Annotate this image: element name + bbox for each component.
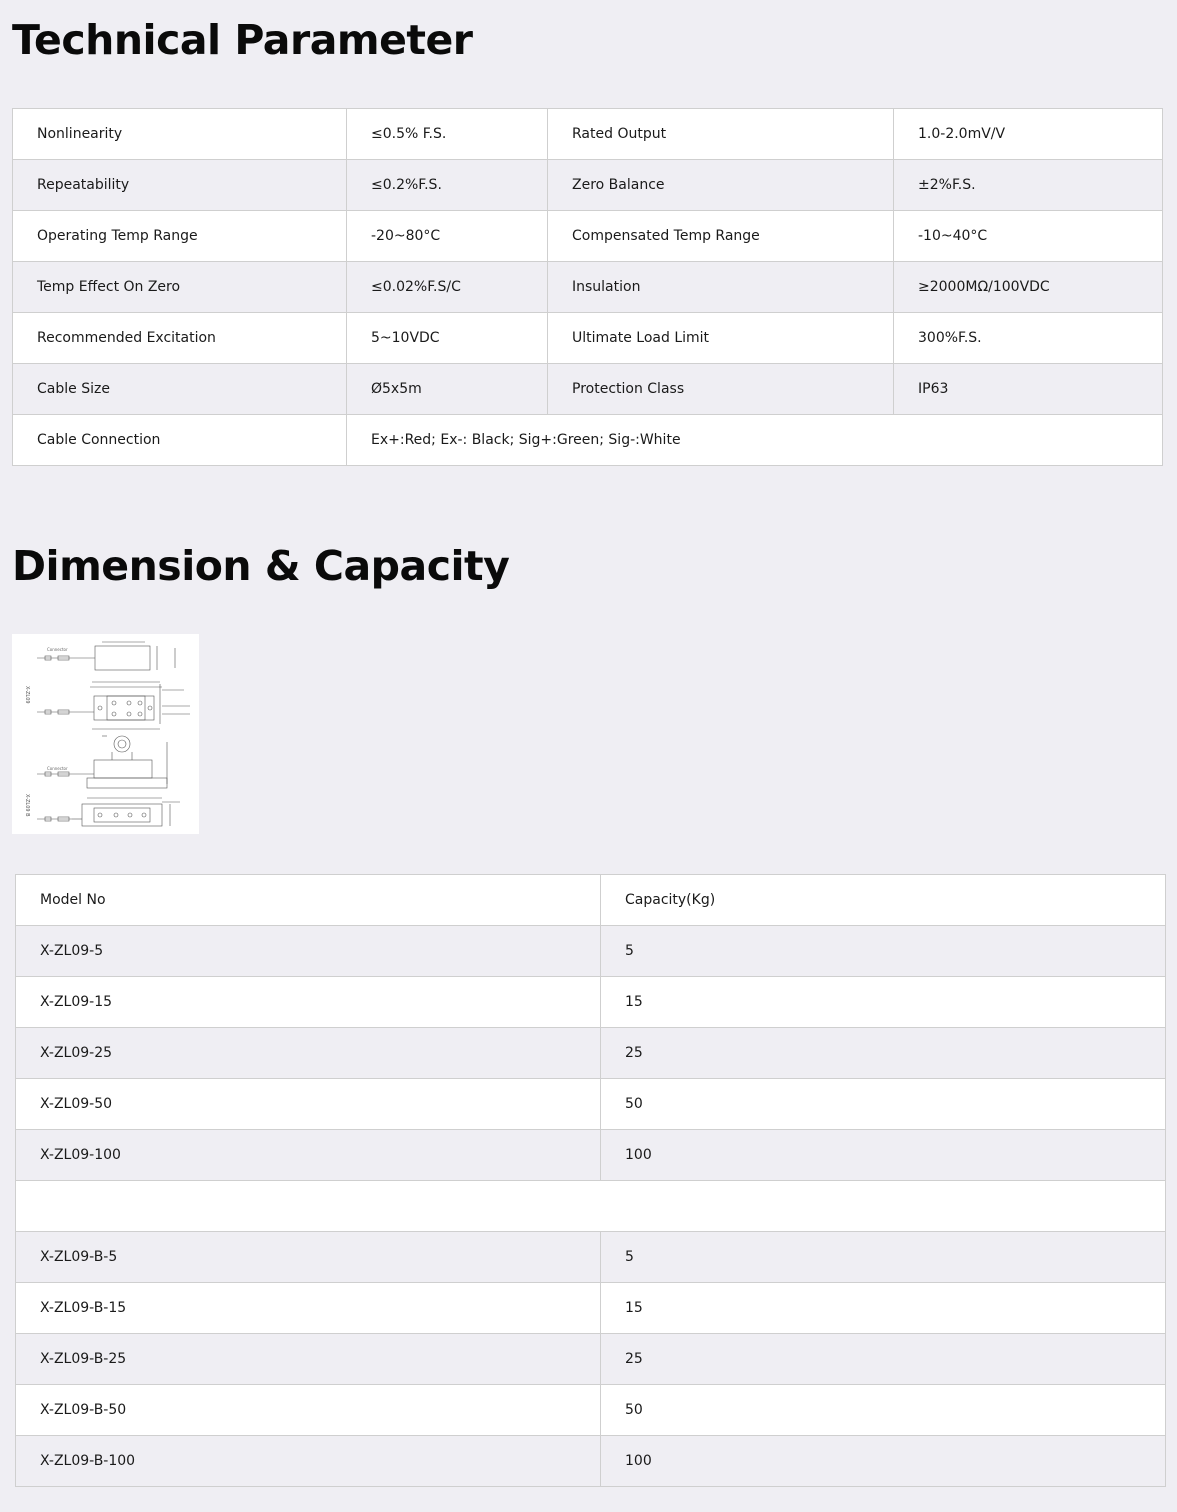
dimension-drawing: [12, 634, 199, 834]
table-row: [13, 415, 1163, 466]
model-cell: X-ZL09-B-50: [16, 1385, 601, 1436]
table-row: [13, 211, 1163, 262]
model-cell: X-ZL09-B-25: [16, 1334, 601, 1385]
table-row: [16, 1436, 1166, 1487]
param-label: Repeatability: [13, 160, 347, 211]
param-value: -20~80°C: [347, 211, 548, 262]
capacity-cell: 15: [601, 1283, 1166, 1334]
model-cell: X-ZL09-5: [16, 926, 601, 977]
param-label: Rated Output: [548, 109, 894, 160]
technical-parameter-table: [12, 108, 1163, 466]
param-label: Temp Effect On Zero: [13, 262, 347, 313]
table-row: [16, 1283, 1166, 1334]
model-cell: X-ZL09-100: [16, 1130, 601, 1181]
param-label: Cable Connection: [13, 415, 347, 466]
model-cell: X-ZL09-15: [16, 977, 601, 1028]
table-row: [16, 926, 1166, 977]
connector-label: Connector: [47, 647, 68, 652]
table-row: [13, 262, 1163, 313]
capacity-cell: 5: [601, 926, 1166, 977]
table-row: [13, 313, 1163, 364]
table-header-row: [16, 875, 1166, 926]
param-label: Cable Size: [13, 364, 347, 415]
param-value: ≥2000MΩ/100VDC: [894, 262, 1163, 313]
table-row: [16, 1028, 1166, 1079]
column-header-model: Model No: [16, 875, 601, 926]
table-row: [13, 160, 1163, 211]
model-cell: X-ZL09-B-100: [16, 1436, 601, 1487]
param-label: Operating Temp Range: [13, 211, 347, 262]
drawing-label-model-a: X-ZL09: [24, 686, 30, 704]
param-label: Nonlinearity: [13, 109, 347, 160]
capacity-cell: 5: [601, 1232, 1166, 1283]
empty-cell: [16, 1181, 1166, 1232]
param-label: Compensated Temp Range: [548, 211, 894, 262]
model-cell: X-ZL09-25: [16, 1028, 601, 1079]
drawing-label-model-b: X-ZL09 B: [24, 794, 30, 817]
param-value: ≤0.02%F.S/C: [347, 262, 548, 313]
connector-label-b: Connector: [47, 766, 68, 771]
table-row: [16, 977, 1166, 1028]
param-value: ≤0.5% F.S.: [347, 109, 548, 160]
param-value: -10~40°C: [894, 211, 1163, 262]
table-row: [16, 1385, 1166, 1436]
capacity-cell: 25: [601, 1334, 1166, 1385]
param-value: ≤0.2%F.S.: [347, 160, 548, 211]
capacity-cell: 100: [601, 1436, 1166, 1487]
param-value: IP63: [894, 364, 1163, 415]
param-value: 1.0-2.0mV/V: [894, 109, 1163, 160]
param-value: Ex+:Red; Ex-: Black; Sig+:Green; Sig-:White: [347, 415, 1163, 466]
param-value: ±2%F.S.: [894, 160, 1163, 211]
param-value: Ø5x5m: [347, 364, 548, 415]
param-label: Protection Class: [548, 364, 894, 415]
param-value: 5~10VDC: [347, 313, 548, 364]
capacity-cell: 50: [601, 1385, 1166, 1436]
param-label: Recommended Excitation: [13, 313, 347, 364]
capacity-table: [15, 874, 1166, 1487]
param-value: 300%F.S.: [894, 313, 1163, 364]
table-row: [16, 1334, 1166, 1385]
capacity-cell: 50: [601, 1079, 1166, 1130]
table-row: [13, 364, 1163, 415]
table-row: [13, 109, 1163, 160]
capacity-cell: 100: [601, 1130, 1166, 1181]
column-header-capacity: Capacity(Kg): [601, 875, 1166, 926]
param-label: Zero Balance: [548, 160, 894, 211]
dimension-capacity-heading: Dimension & Capacity: [12, 542, 510, 590]
technical-parameter-heading: Technical Parameter: [12, 16, 473, 64]
model-cell: X-ZL09-B-5: [16, 1232, 601, 1283]
table-row: [16, 1130, 1166, 1181]
model-cell: X-ZL09-B-15: [16, 1283, 601, 1334]
param-label: Insulation: [548, 262, 894, 313]
capacity-cell: 15: [601, 977, 1166, 1028]
table-spacer-row: [16, 1181, 1166, 1232]
table-row: [16, 1079, 1166, 1130]
param-label: Ultimate Load Limit: [548, 313, 894, 364]
model-cell: X-ZL09-50: [16, 1079, 601, 1130]
capacity-cell: 25: [601, 1028, 1166, 1079]
table-row: [16, 1232, 1166, 1283]
